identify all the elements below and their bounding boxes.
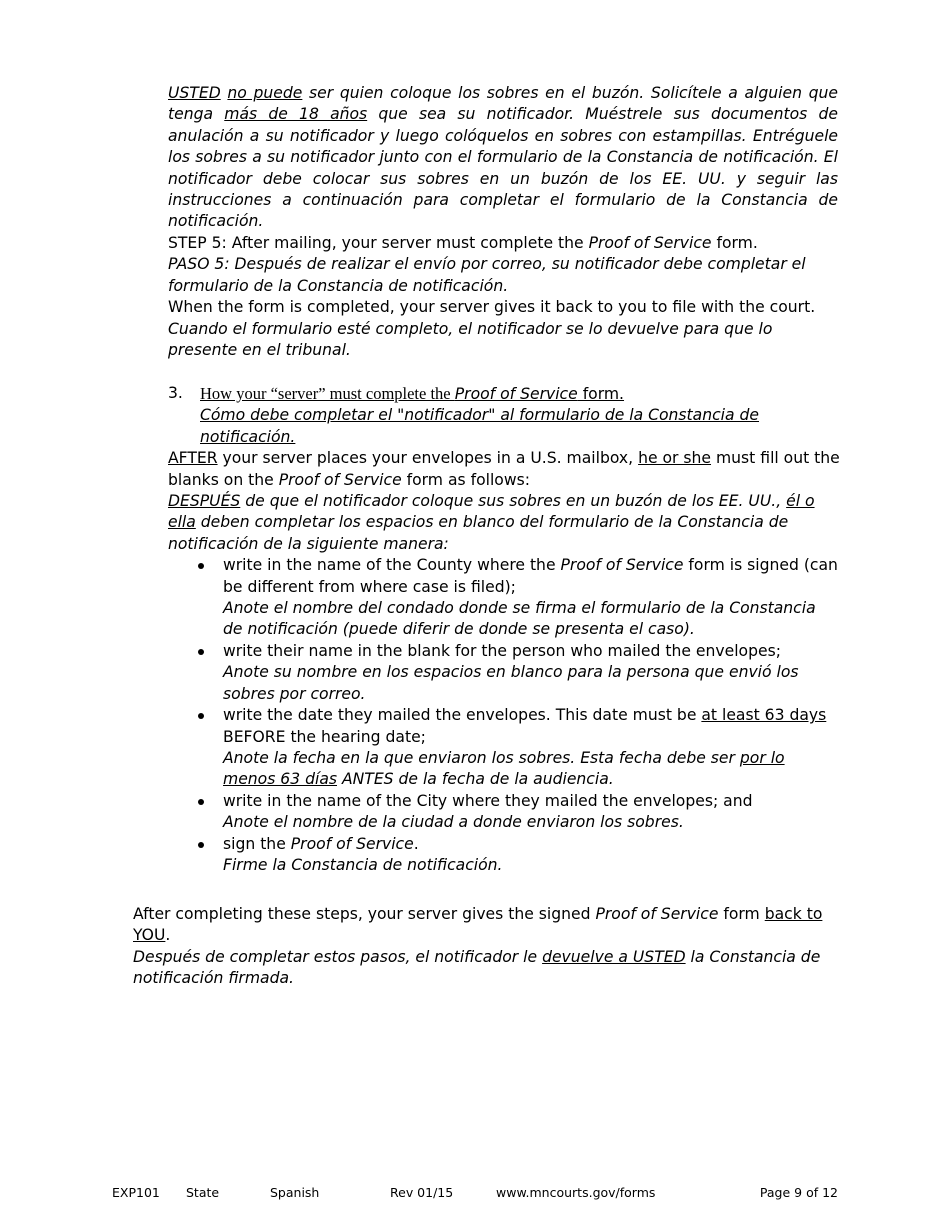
section-number: 3. xyxy=(168,384,183,402)
step-5-return-es: Cuando el formulario esté completo, el notificador se lo devuelve para que lo presente en el tribunal. xyxy=(168,319,773,360)
section-3-intro-en: AFTER your server places your envelopes in a U.S. mailbox, he or she must fill out the blanks on the Proof of Service form as follows: xyxy=(168,449,840,489)
intro-paragraph-es: USTED no puede ser quien coloque los sobres en el buzón. Solicítele a alguien que tenga más de 18 años que sea su notificador. Muéstrele sus documentos de anulación a su notificador y luego colóquelos en sobres con estampillas. Entréguele los sobres a su notificador junto con el formulario de la Constancia de notificación. El notificador debe colocar sus sobres en un buzón de los EE. UU. y seguir las instrucciones a continuación para completar el formulario de la Constancia de notificación. xyxy=(168,84,839,231)
section-3-intro-es: DESPUÉS de que el notificador coloque sus sobres en un buzón de los EE. UU., él o ella deben completar los espacios en blanco del formulario de la Constancia de notificación de la siguiente manera: xyxy=(168,492,815,553)
list-item: write in the name of the County where the Proof of Service form is signed (can be different from where case is filed); Anote el nombre del condado donde se firma el formulario de la Constancia de notificación (puede diferir de donde se presenta el caso). xyxy=(223,555,840,641)
closing-es: Después de completar estos pasos, el notificador le devuelve a USTED la Constancia de notificación firmada. xyxy=(133,947,821,988)
list-item: write in the name of the City where they mailed the envelopes; and Anote el nombre de la ciudad a donde enviaron los sobres. xyxy=(223,791,840,834)
section-3 xyxy=(168,383,840,876)
footer-language: Spanish xyxy=(270,1185,320,1200)
section-3-heading xyxy=(168,383,840,448)
section-3-title-en: How your “server” must complete the Proof of Service form. xyxy=(200,384,625,403)
step-5-heading-es: PASO 5: Después de realizar el envío por correo, su notificador debe completar el formulario de la Constancia de notificación. xyxy=(168,255,806,295)
usted-emphasis: USTED xyxy=(168,84,221,102)
footer-page-number: Page 9 of 12 xyxy=(759,1185,838,1200)
page-footer xyxy=(112,1184,838,1202)
footer-website: www.mncourts.gov/forms xyxy=(496,1185,656,1200)
no-puede-emphasis: no puede xyxy=(227,84,303,102)
closing-section xyxy=(133,904,838,990)
list-item: write their name in the blank for the person who mailed the envelopes; Anote su nombre en los espacios en blanco para la persona que envió los sobres por correo. xyxy=(223,641,840,705)
age-requirement: más de 18 años xyxy=(224,105,368,124)
step-5-heading-en: STEP 5: After mailing, your server must complete the Proof of Service form. xyxy=(168,234,758,252)
closing-en: After completing these steps, your server gives the signed Proof of Service form back to YOU. xyxy=(133,905,823,945)
section-3-title-es: Cómo debe completar el "notificador" al formulario de la Constancia de notificación. xyxy=(200,406,760,446)
step-5-section xyxy=(168,233,840,361)
instruction-list xyxy=(168,555,840,876)
footer-revision: Rev 01/15 xyxy=(390,1185,454,1200)
footer-state: State xyxy=(186,1185,220,1200)
list-item: sign the Proof of Service. Firme la Constancia de notificación. xyxy=(223,834,840,877)
list-item: write the date they mailed the envelopes. This date must be at least 63 days BEFORE the hearing date; Anote la fecha en la que enviaron los sobres. Esta fecha debe ser por lo menos 63 días ANTES de la fecha de la audiencia. xyxy=(223,705,840,791)
step-5-return-en: When the form is completed, your server gives it back to you to file with the court. xyxy=(168,298,816,317)
footer-form-code: EXP101 xyxy=(112,1185,160,1200)
